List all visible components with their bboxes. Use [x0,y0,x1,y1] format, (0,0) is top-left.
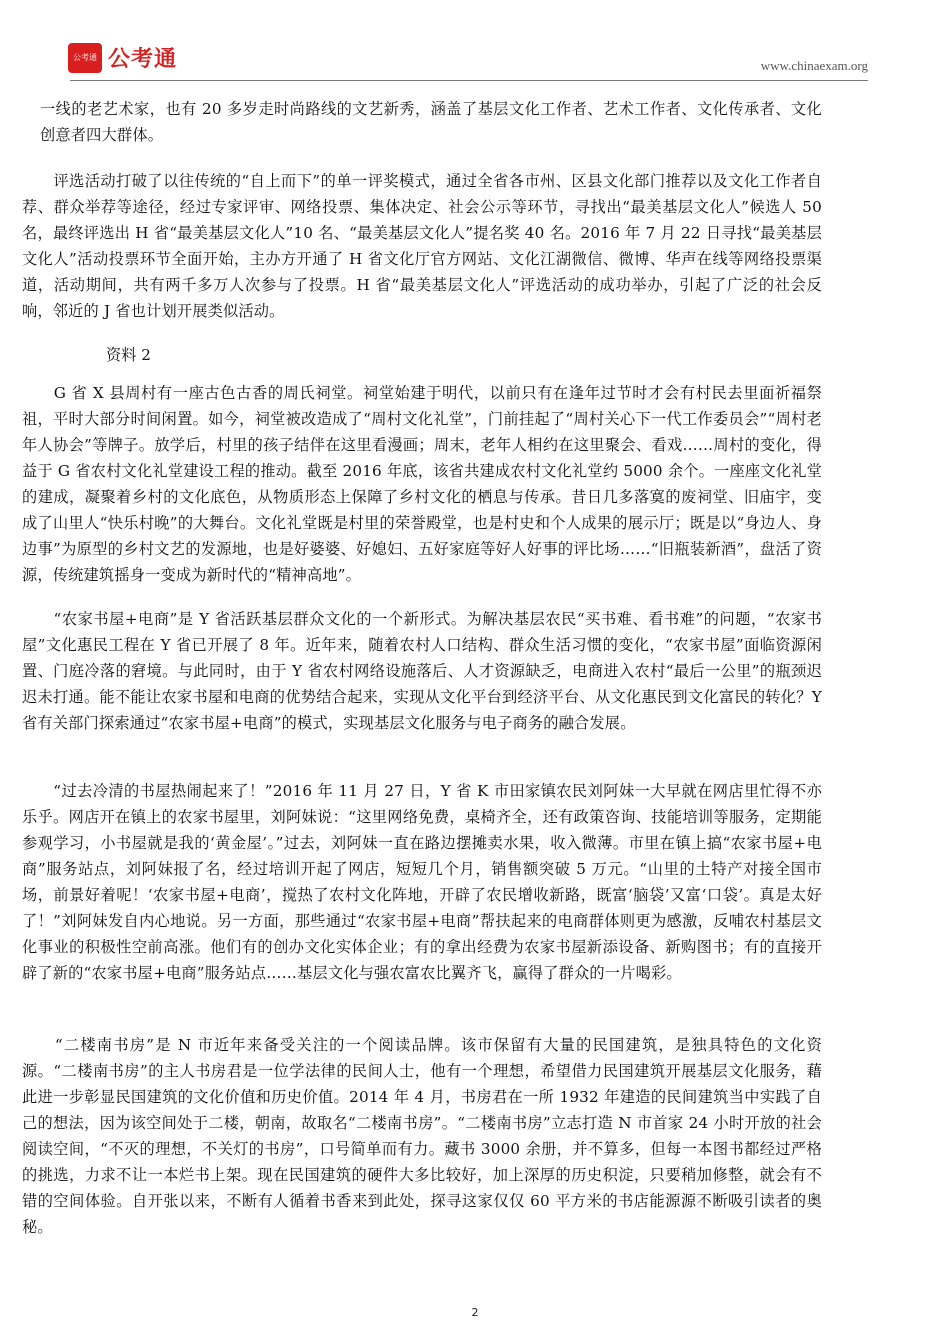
paragraph-5: “过去冷清的书屋热闹起来了！”2016 年 11 月 27 日，Y 省 K 市田家镇农民刘阿妹一大早就在网店里忙得不亦乐乎。网店开在镇上的农家书屋里，刘阿妹说：“这里网络免费，桌椅齐全，还有政策咨询、技能培训等服务，定期能参观学习，小书屋就是我的‘黄金屋’。”过去，刘阿妹一直在路边摆摊卖水果，收入微薄。市里在镇上搞“农家书屋+电商”服务站点，刘阿妹报了名，经过培训开起了网店，短短几个月，销售额突破 5 万元。“山里的土特产对接全国市场，前景好着呢！‘农家书屋+电商’，搅热了农村文化阵地，开辟了农民增收新路，既富‘脑袋’又富‘口袋’。真是太好了！”刘阿妹发自内心地说。另一方面，那些通过“农家书屋+电商”帮扶起来的电商群体则更为感激，反哺农村基层文化事业的积极性空前高涨。他们有的创办文化实体企业；有的拿出经费为农家书屋新添设备、新购图书；有的直接开辟了新的“农家书屋+电商”服务站点……基层文化与强农富农比翼齐飞，赢得了群众的一片喝彩。 [22,782,822,982]
paragraph-4: “农家书屋+电商”是 Y 省活跃基层群众文化的一个新形式。为解决基层农民“买书难、看书难”的问题，“农家书屋”文化惠民工程在 Y 省已开展了 8 年。近年来，随着农村人口结构、群众生活习惯的变化，“农家书屋”面临资源闲置、门庭冷落的窘境。与此同时，由于 Y 省农村网络设施落后、人才资源缺乏，电商进入农村“最后一公里”的瓶颈迟迟未打通。能不能让农家书屋和电商的优势结合起来，实现从文化平台到经济平台、从文化惠民到文化富民的转化？Y 省有关部门探索通过“农家书屋+电商”的模式，实现基层文化服务与电子商务的融合发展。 [22,610,822,732]
logo-badge-icon: 公考通 [68,43,102,73]
page-header [0,0,950,90]
page-number: 2 [471,1306,479,1319]
header-divider [70,80,868,81]
paragraph-6: “二楼南书房”是 N 市近年来备受关注的一个阅读品牌。该市保留有大量的民国建筑，是独具特色的文化资源。“二楼南书房”的主人书房君是一位学法律的民间人士，他有一个理想，希望借力民国建筑开展基层文化服务，藉此进一步彰显民国建筑的文化价值和历史价值。2014 年 4 月，书房君在一所 1932 年建造的民间建筑当中实践了自己的想法，因为该空间处于二楼，朝南，故取名“二楼南书房”。“二楼南书房”立志打造 N 市首家 24 小时开放的社会阅读空间，“不灭的理想，不关灯的书房”，口号简单而有力。藏书 3000 余册，并不算多，但每一本图书都经过严格的挑选，力求不让一本烂书上架。现在民国建筑的硬件大多比较好，加上深厚的历史积淀，只要稍加修整，就会有不错的空间体验。自开张以来，不断有人循着书香来到此处，探寻这家仅仅 60 平方米的书店能源源不断吸引读者的奥秘。 [22,1036,822,1236]
paragraph-2: 评选活动打破了以往传统的“自上而下”的单一评奖模式，通过全省各市州、区县文化部门推荐以及文化工作者自荐、群众举荐等途径，经过专家评审、网络投票、集体决定、社会公示等环节，寻找出“最美基层文化人”候选人 50 名，最终评选出 H 省“最美基层文化人”10 名、“最美基层文化人”提名奖 40 名。2016 年 7 月 22 日寻找“最美基层文化人”活动投票环节全面开始，主办方开通了 H 省文化厅官方网站、文化江湖微信、微博、华声在线等网络投票渠道，活动期间，共有两千多万人次参与了投票。H 省“最美基层文化人”评选活动的成功举办，引起了广泛的社会反响，邻近的 J 省也计划开展类似活动。 [22,172,822,320]
paragraph-1: 一线的老艺术家，也有 20 多岁走时尚路线的文艺新秀，涵盖了基层文化工作者、艺术工作者、文化传承者、文化创意者四大群体。 [40,100,822,144]
section-heading: 资料 2 [106,346,151,364]
site-url: www.chinaexam.org [760,58,868,73]
logo [68,42,177,73]
logo-text: 公考通 [108,47,178,72]
paragraph-3: G 省 X 县周村有一座古色古香的周氏祠堂。祠堂始建于明代，以前只有在逢年过节时才会有村民去里面祈福祭祖，平时大部分时间闲置。如今，祠堂被改造成了“周村文化礼堂”，门前挂起了“周村关心下一代工作委员会”“周村老年人协会”等牌子。放学后，村里的孩子结伴在这里看漫画；周末，老年人相约在这里聚会、看戏……周村的变化，得益于 G 省农村文化礼堂建设工程的推动。截至 2016 年底，该省共建成农村文化礼堂约 5000 余个。一座座文化礼堂的建成，凝聚着乡村的文化底色，从物质形态上保障了乡村文化的栖息与传承。昔日几多落寞的废祠堂、旧庙宇，变成了山里人“快乐村晚”的大舞台。文化礼堂既是村里的荣誉殿堂，也是村史和个人成果的展示厅；既是以“身边人、身边事”为原型的乡村文艺的发源地，也是好婆婆、好媳妇、五好家庭等好人好事的评比场……“旧瓶装新酒”，盘活了资源，传统建筑摇身一变成为新时代的“精神高地”。 [22,384,822,584]
